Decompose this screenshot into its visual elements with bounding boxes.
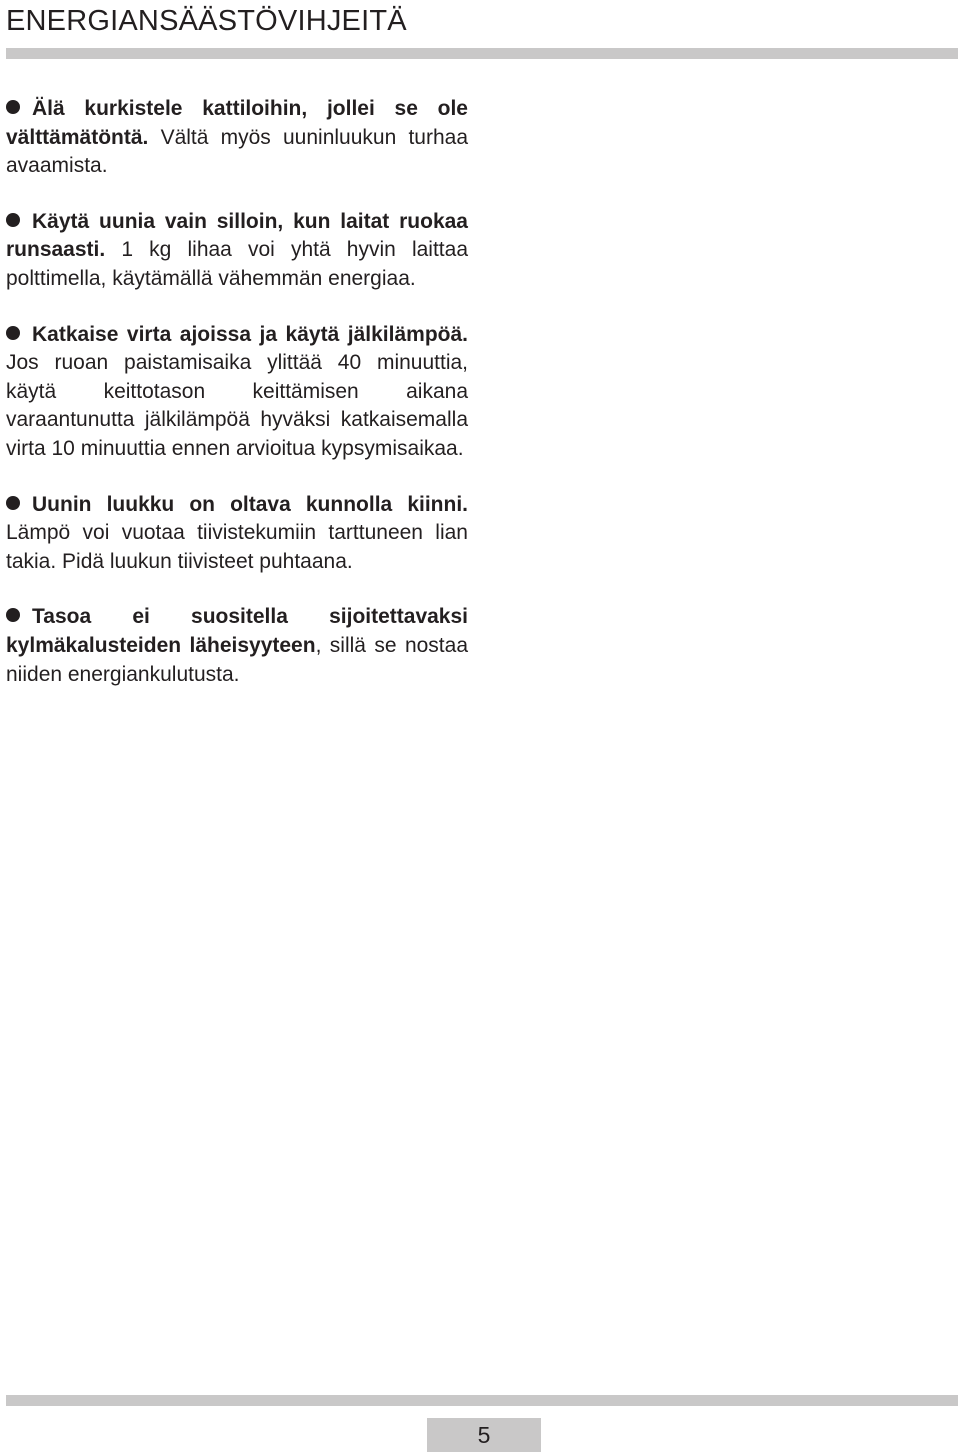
header-divider: [6, 48, 958, 59]
page-title: ENERGIANSÄÄSTÖVIHJEITÄ: [6, 5, 407, 37]
tip-text: Jos ruoan paistamisaika ylittää 40 minuuttia, käytä keittotason keittämisen aikana varaantunutta jälkilämpöä hyväksi katkaisemalla virta 10 minuuttia ennen arvioitua kypsymisaikaa.: [6, 351, 468, 460]
tip-text: Lämpö voi vuotaa tiivistekumiin tarttuneen lian takia. Pidä luukun tiivisteet puhtaana.: [6, 521, 468, 573]
bullet-icon: [6, 100, 20, 114]
tip-text: Vältä myös uuninluukun turhaa avaamista.: [6, 125, 468, 178]
tip-4: [6, 491, 468, 577]
tip-text: , sillä se nostaa niiden energiankulutusta.: [6, 633, 468, 686]
tip-2: [6, 208, 468, 294]
tip-heading: Älä kurkistele kattiloihin, jollei se ole välttämätöntä.: [6, 97, 468, 149]
page-number-box: [427, 1418, 541, 1452]
footer-divider: [6, 1395, 958, 1406]
tips-list: [6, 95, 468, 716]
bullet-icon: [6, 496, 20, 510]
tip-1: [6, 95, 468, 181]
tip-heading: Katkaise virta ajoissa ja käytä jälkilämpöä.: [32, 322, 468, 346]
tip-text: 1 kg lihaa voi yhtä hyvin laittaa polttimella, käytämällä vähemmän energiaa.: [6, 238, 468, 290]
bullet-icon: [6, 213, 20, 227]
bullet-icon: [6, 608, 20, 622]
page-number: 5: [477, 1421, 491, 1448]
bullet-icon: [6, 326, 20, 340]
tip-5: [6, 603, 468, 689]
tip-heading: Käytä uunia vain silloin, kun laitat ruokaa runsaasti.: [6, 209, 468, 262]
tip-3: [6, 321, 468, 464]
tip-heading: Tasoa ei suositella sijoitettavaksi kylmäkalusteiden läheisyyteen: [6, 605, 468, 657]
tip-heading: Uunin luukku on oltava kunnolla kiinni.: [32, 492, 468, 516]
